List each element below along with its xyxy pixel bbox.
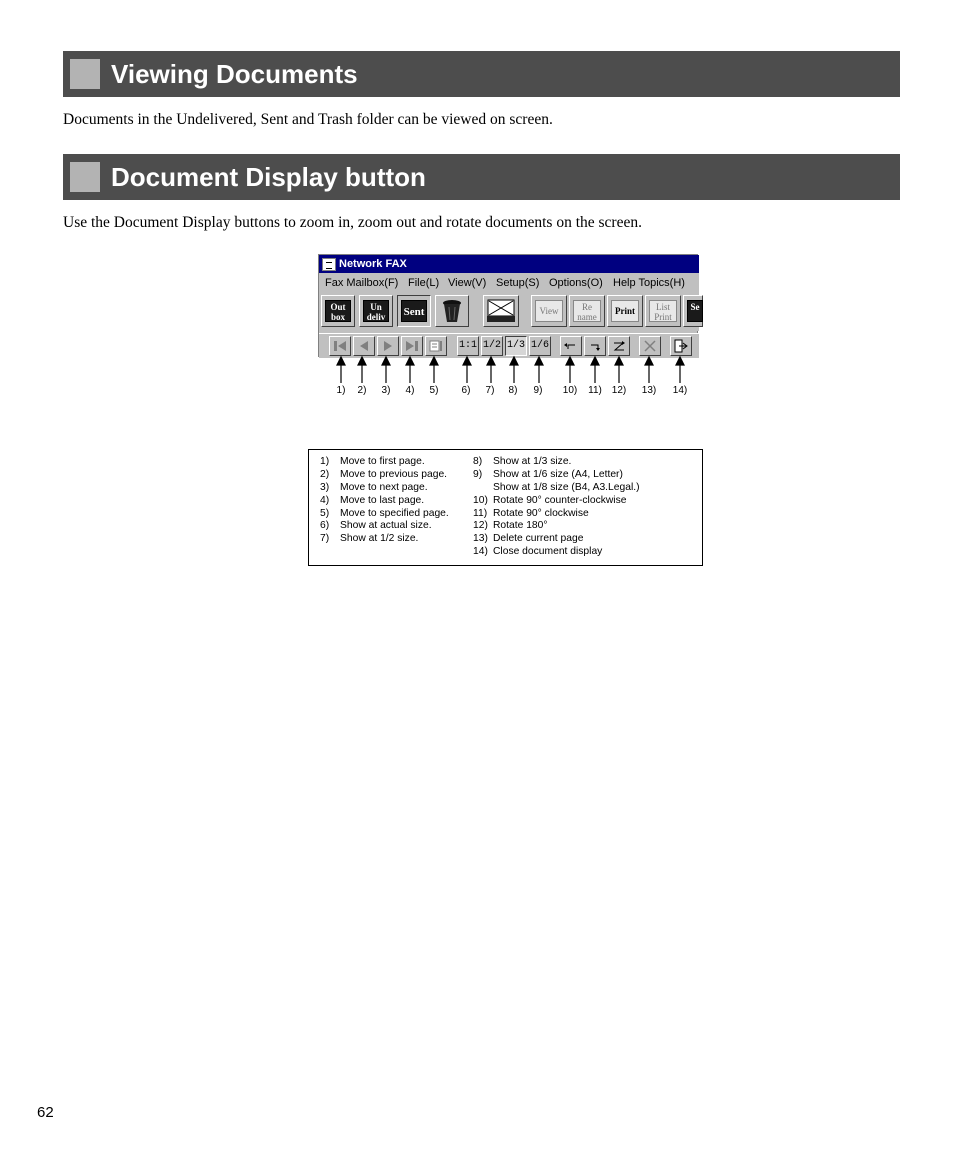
callout-number: 8) bbox=[508, 385, 518, 396]
zoom-half-button[interactable]: 1/2 bbox=[481, 336, 503, 356]
first-page-icon bbox=[332, 339, 348, 353]
previous-page-icon bbox=[356, 339, 372, 353]
callout-number: 9) bbox=[533, 385, 543, 396]
previous-page-button[interactable] bbox=[353, 336, 375, 356]
print-icon: Print bbox=[611, 300, 639, 322]
list-print-icon: List Print bbox=[649, 300, 677, 322]
close-display-button[interactable] bbox=[670, 336, 692, 356]
trash-icon bbox=[439, 298, 465, 324]
callout-number: 7) bbox=[485, 385, 495, 396]
network-fax-window bbox=[318, 254, 698, 357]
rotate-ccw-icon bbox=[563, 339, 579, 353]
callout-number: 2) bbox=[357, 385, 367, 396]
sent-icon: Sent bbox=[401, 300, 427, 322]
list-print-button[interactable] bbox=[645, 295, 681, 327]
callout-number: 10) bbox=[562, 385, 578, 396]
rotate-180-button[interactable] bbox=[608, 336, 630, 356]
page-number: 62 bbox=[37, 1104, 54, 1121]
callout-number: 1) bbox=[336, 385, 346, 396]
first-page-button[interactable] bbox=[329, 336, 351, 356]
arrow-14 bbox=[676, 357, 684, 383]
arrow-8 bbox=[510, 357, 518, 383]
callout-number: 6) bbox=[461, 385, 471, 396]
callout-number: 3) bbox=[381, 385, 391, 396]
window-title: Network FAX bbox=[339, 258, 407, 270]
legend-box: 1) Move to first page. 2) Move to previous page. 3) Move to next page. 4) Move to last page. 5) Move to specified page. 6) Show at actual size. 7) Show at 1/2 size. 8) Show at 1/3 size. 9) Show at 1/6 size (A4, Letter) Show at 1/8 size (B4, A3.Legal.) 10) Rotate 90° counter-clockwise 11) Rotate 90° clockwise 12) Rotate 180° 13) Delete current page 14) Close document display bbox=[308, 449, 703, 566]
section-header-viewing-documents bbox=[63, 51, 900, 97]
undelivered-icon: Un deliv bbox=[363, 300, 389, 322]
arrow-12 bbox=[615, 357, 623, 383]
more-toolbar-button[interactable] bbox=[683, 295, 703, 327]
menu-file[interactable]: File(L) bbox=[408, 277, 440, 289]
view-icon: View bbox=[535, 300, 563, 322]
fax-machine-icon bbox=[486, 298, 516, 324]
specified-page-icon bbox=[428, 339, 444, 353]
zoom-actual-button[interactable]: 1:1 bbox=[457, 336, 479, 356]
callout-number: 5) bbox=[429, 385, 439, 396]
more-icon: Se bbox=[687, 300, 703, 322]
last-page-icon bbox=[404, 339, 420, 353]
rotate-ccw-button[interactable] bbox=[560, 336, 582, 356]
arrow-3 bbox=[382, 357, 390, 383]
view-button[interactable] bbox=[531, 295, 567, 327]
rotate-cw-button[interactable] bbox=[584, 336, 606, 356]
document-display-toolbar bbox=[319, 333, 699, 358]
outbox-button[interactable] bbox=[321, 295, 355, 327]
menu-setup[interactable]: Setup(S) bbox=[496, 277, 540, 289]
menu-options[interactable]: Options(O) bbox=[549, 277, 603, 289]
arrow-1 bbox=[337, 357, 345, 383]
rename-icon: Re name bbox=[573, 300, 601, 322]
arrow-2 bbox=[358, 357, 366, 383]
print-button[interactable] bbox=[607, 295, 643, 327]
trash-button[interactable] bbox=[435, 295, 469, 327]
callout-number: 11) bbox=[588, 385, 602, 396]
rotate-180-icon bbox=[611, 339, 627, 353]
arrow-7 bbox=[487, 357, 495, 383]
menu-bar bbox=[319, 273, 699, 293]
section-title: Document Display button bbox=[111, 162, 426, 192]
next-page-button[interactable] bbox=[377, 336, 399, 356]
arrow-13 bbox=[645, 357, 653, 383]
menu-help-topics[interactable]: Help Topics(H) bbox=[613, 277, 685, 289]
arrow-9 bbox=[535, 357, 543, 383]
main-toolbar bbox=[319, 293, 699, 331]
undelivered-button[interactable] bbox=[359, 295, 393, 327]
callout-number: 14) bbox=[672, 385, 688, 396]
zoom-third-button[interactable]: 1/3 bbox=[505, 336, 527, 356]
arrow-6 bbox=[463, 357, 471, 383]
window-system-icon[interactable] bbox=[322, 258, 336, 271]
rename-button[interactable] bbox=[569, 295, 605, 327]
section-title: Viewing Documents bbox=[111, 59, 358, 89]
delete-icon bbox=[642, 339, 658, 353]
callout-number: 12) bbox=[611, 385, 627, 396]
callout-number: 4) bbox=[405, 385, 415, 396]
sent-button[interactable] bbox=[397, 295, 431, 327]
close-display-icon bbox=[673, 339, 689, 353]
menu-fax-mailbox[interactable]: Fax Mailbox(F) bbox=[325, 277, 399, 289]
header-square-icon bbox=[70, 59, 100, 89]
specified-page-button[interactable] bbox=[425, 336, 447, 356]
zoom-sixth-button[interactable]: 1/6 bbox=[529, 336, 551, 356]
fax-button[interactable] bbox=[483, 295, 519, 327]
document-display-text: Use the Document Display buttons to zoom in, zoom out and rotate documents on the screen. bbox=[63, 214, 642, 231]
arrow-10 bbox=[566, 357, 574, 383]
next-page-icon bbox=[380, 339, 396, 353]
last-page-button[interactable] bbox=[401, 336, 423, 356]
rotate-cw-icon bbox=[587, 339, 603, 353]
viewing-documents-text: Documents in the Undelivered, Sent and Trash folder can be viewed on screen. bbox=[63, 111, 553, 128]
outbox-icon: Out box bbox=[325, 300, 351, 322]
callout-number: 13) bbox=[641, 385, 657, 396]
arrow-5 bbox=[430, 357, 438, 383]
menu-view[interactable]: View(V) bbox=[448, 277, 487, 289]
section-header-document-display bbox=[63, 154, 900, 200]
arrow-4 bbox=[406, 357, 414, 383]
arrow-11 bbox=[591, 357, 599, 383]
delete-page-button[interactable] bbox=[639, 336, 661, 356]
header-square-icon bbox=[70, 162, 100, 192]
window-titlebar bbox=[319, 255, 699, 273]
